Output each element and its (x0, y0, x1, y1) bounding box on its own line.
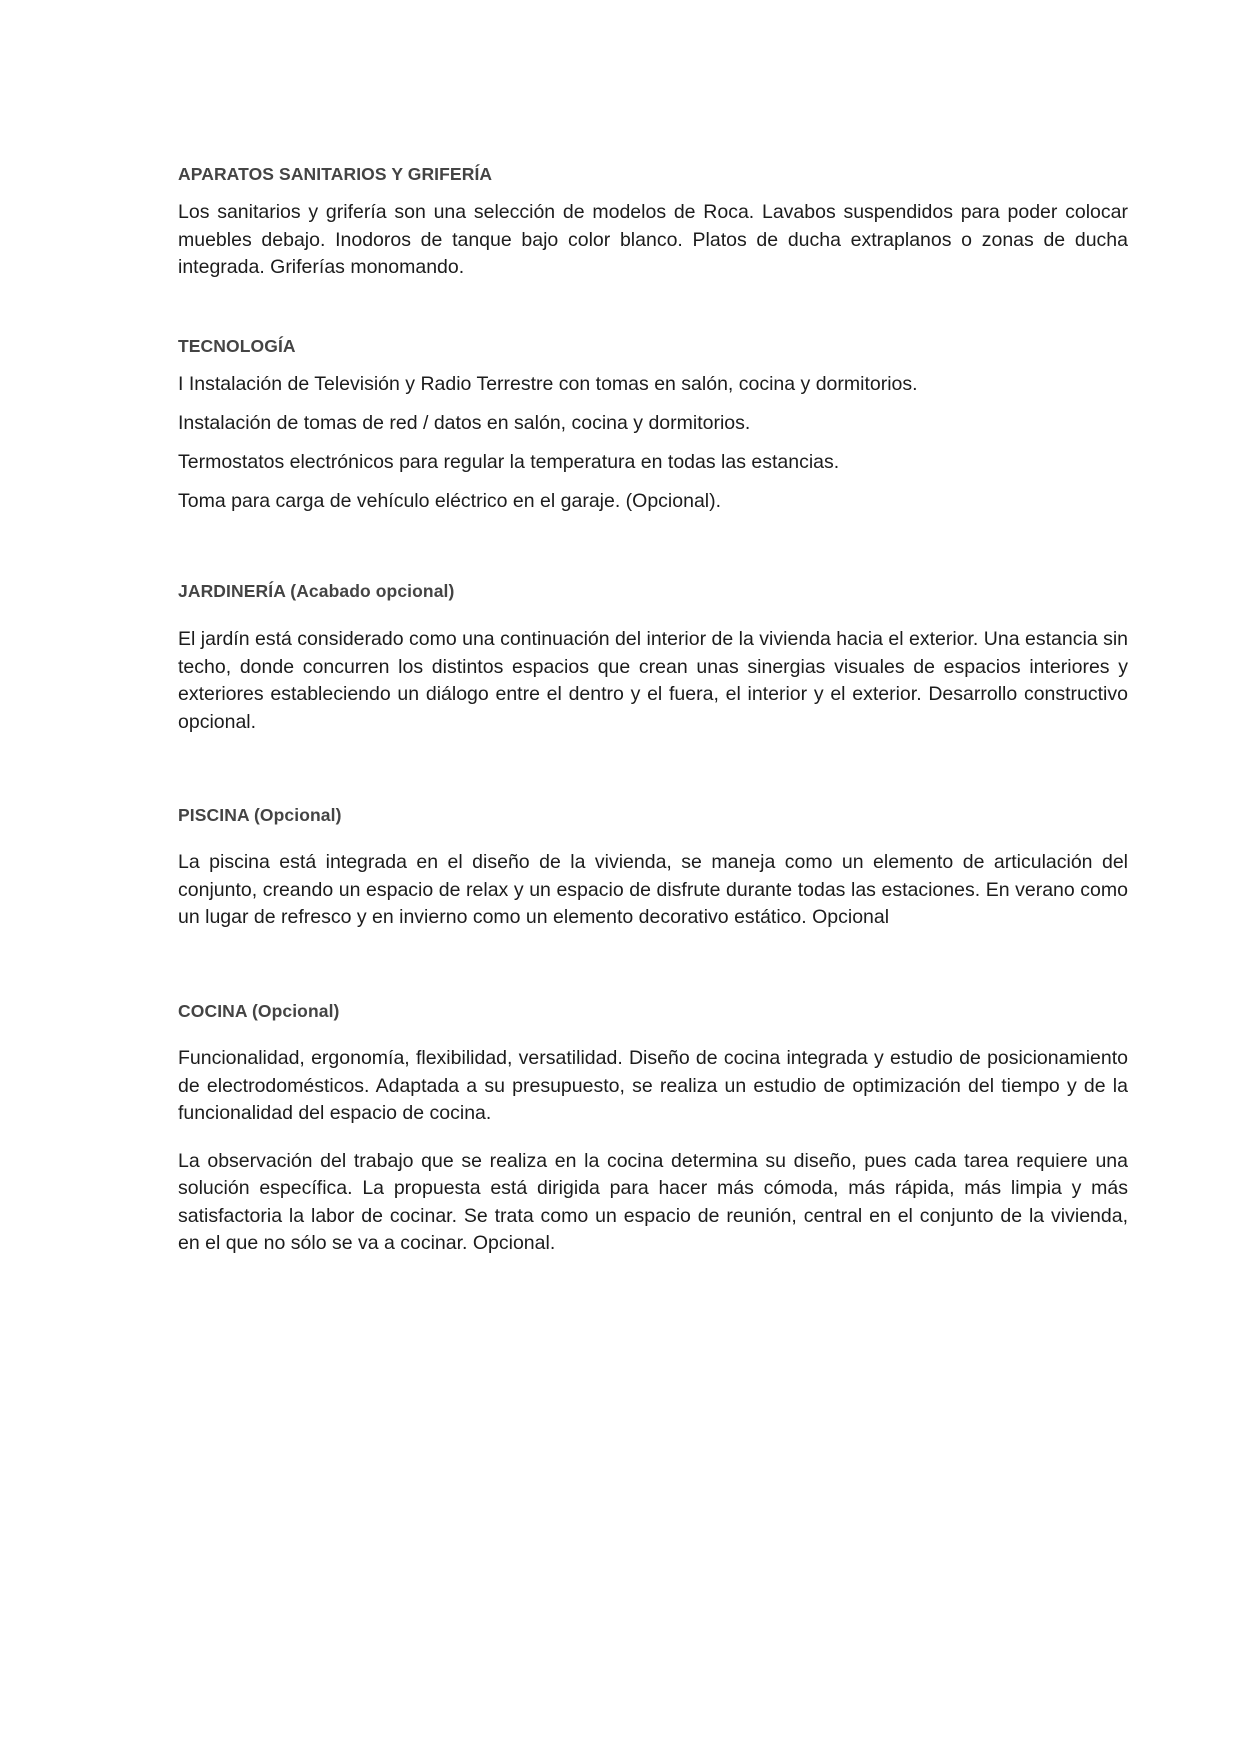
section-heading-sanitarios: APARATOS SANITARIOS Y GRIFERÍA (178, 164, 493, 184)
section-heading-tecnologia: TECNOLOGÍA (178, 336, 296, 356)
section-sanitarios (178, 163, 1128, 282)
section-paragraph-piscina: La piscina está integrada en el diseño de la vivienda, se maneja como un elemento de articulación del conjunto, creando un espacio de relax y un espacio de disfrute durante todas las estaciones. En verano como un lugar de refresco y en invierno como un elemento decorativo estático. Opcional (178, 851, 1128, 928)
tecnologia-line-4: Toma para carga de vehículo eléctrico en el garaje. (Opcional). (178, 490, 722, 512)
section-piscina (178, 804, 1128, 932)
section-paragraph-cocina-2: La observación del trabajo que se realiza en la cocina determina su diseño, pues cada tarea requiere una solución específica. La propuesta está dirigida para hacer más cómoda, más rápida, más limpia y más satisfactoria la labor de cocinar. Se trata como un espacio de reunión, central en el conjunto de la vivienda, en el que no sólo se va a cocinar. Opcional. (178, 1149, 1128, 1254)
tecnologia-line-3: Termostatos electrónicos para regular la temperatura en todas las estancias. (178, 451, 840, 473)
section-paragraph-jardineria: El jardín está considerado como una continuación del interior de la vivienda hacia el exterior. Una estancia sin techo, donde concurren los distintos espacios que crean unas sinergias visuales de espacios interiores y exteriores estableciendo un diálogo entre el dentro y el fuera, el interior y el exterior. Desarrollo constructivo opcional. (178, 628, 1128, 733)
section-heading-jardineria: JARDINERÍA (Acabado opcional) (178, 581, 455, 601)
section-cocina (178, 1000, 1128, 1258)
tecnologia-line-1: I Instalación de Televisión y Radio Terrestre con tomas en salón, cocina y dormitorios. (178, 373, 918, 395)
section-jardineria (178, 580, 1128, 736)
tecnologia-line-2: Instalación de tomas de red / datos en salón, cocina y dormitorios. (178, 412, 751, 434)
section-paragraph-cocina-1: Funcionalidad, ergonomía, flexibilidad, versatilidad. Diseño de cocina integrada y estudio de posicionamiento de electrodomésticos. Adaptada a su presupuesto, se realiza un estudio de optimización del tiempo y de la funcionalidad del espacio de cocina. (178, 1047, 1128, 1124)
section-tecnologia (178, 335, 1128, 515)
section-heading-piscina: PISCINA (Opcional) (178, 805, 342, 825)
section-heading-cocina: COCINA (Opcional) (178, 1001, 340, 1021)
section-paragraph-sanitarios: Los sanitarios y grifería son una selección de modelos de Roca. Lavabos suspendidos para poder colocar muebles debajo. Inodoros de tanque bajo color blanco. Platos de ducha extraplanos o zonas de ducha integrada. Griferías monomando. (178, 201, 1128, 278)
